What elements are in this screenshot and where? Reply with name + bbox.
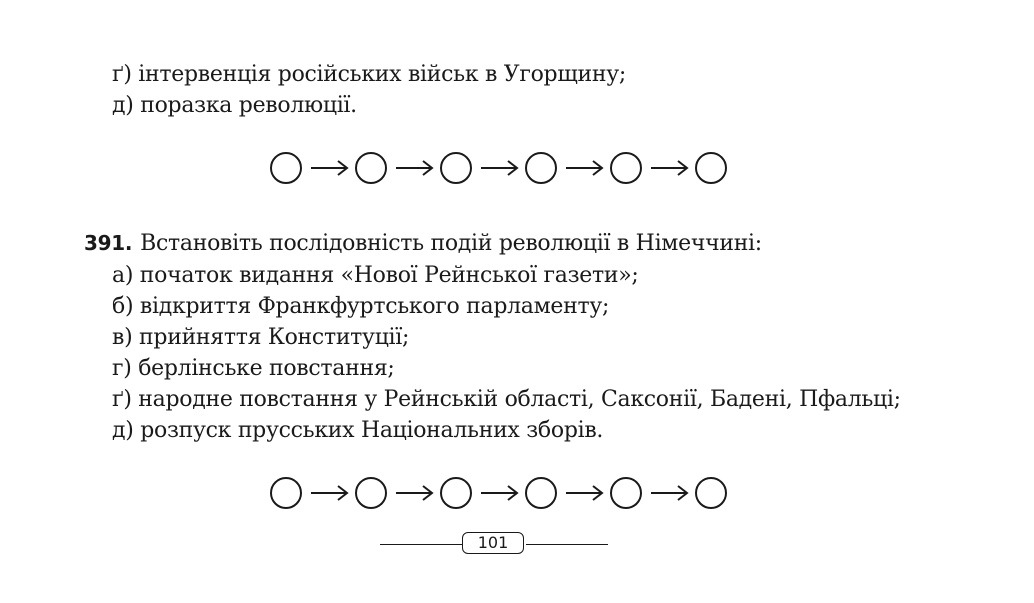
- prev-task-item-d: д) поразка революції.: [112, 93, 357, 118]
- answer-chain-2: [270, 475, 730, 511]
- arrow-right-icon: [396, 161, 432, 175]
- arrow-right-icon: [481, 161, 517, 175]
- arrow-right-icon: [481, 486, 517, 500]
- page-footer: [380, 532, 608, 556]
- task-item-a: а) початок видання «Нової Рейнської газети»;: [112, 263, 639, 288]
- answer-circle[interactable]: [696, 478, 726, 508]
- arrow-right-icon: [396, 486, 432, 500]
- answer-circle[interactable]: [271, 153, 301, 183]
- answer-circle[interactable]: [611, 478, 641, 508]
- answer-chain-1: [270, 150, 730, 186]
- footer-divider-right: [526, 544, 608, 545]
- task-item-b: б) відкриття Франкфуртського парламенту;: [112, 294, 610, 319]
- prev-task-item-g2: ґ) інтервенція російських військ в Угорщину;: [112, 62, 626, 87]
- arrow-right-icon: [311, 486, 347, 500]
- answer-circle[interactable]: [441, 153, 471, 183]
- task-item-d: д) розпуск прусських Національних зборів.: [112, 418, 604, 443]
- task-number: 391.: [84, 231, 133, 255]
- answer-circle[interactable]: [526, 153, 556, 183]
- task-391-heading: [84, 230, 762, 257]
- answer-circle[interactable]: [696, 153, 726, 183]
- answer-circle[interactable]: [356, 153, 386, 183]
- arrow-right-icon: [651, 161, 687, 175]
- answer-circle[interactable]: [356, 478, 386, 508]
- answer-circle[interactable]: [611, 153, 641, 183]
- page-number: 101: [462, 532, 524, 554]
- answer-circle[interactable]: [526, 478, 556, 508]
- arrow-right-icon: [311, 161, 347, 175]
- arrow-right-icon: [651, 486, 687, 500]
- arrow-right-icon: [566, 486, 602, 500]
- footer-divider-left: [380, 544, 462, 545]
- task-prompt: Встановіть послідовність подій революції в Німеччині:: [140, 231, 762, 256]
- arrow-right-icon: [566, 161, 602, 175]
- task-item-h: г) берлінське повстання;: [112, 356, 395, 381]
- answer-circle[interactable]: [441, 478, 471, 508]
- task-item-g2: ґ) народне повстання у Рейнській області, Саксонії, Бадені, Пфальці;: [112, 387, 901, 412]
- task-item-v: в) прийняття Конституції;: [112, 325, 410, 350]
- answer-circle[interactable]: [271, 478, 301, 508]
